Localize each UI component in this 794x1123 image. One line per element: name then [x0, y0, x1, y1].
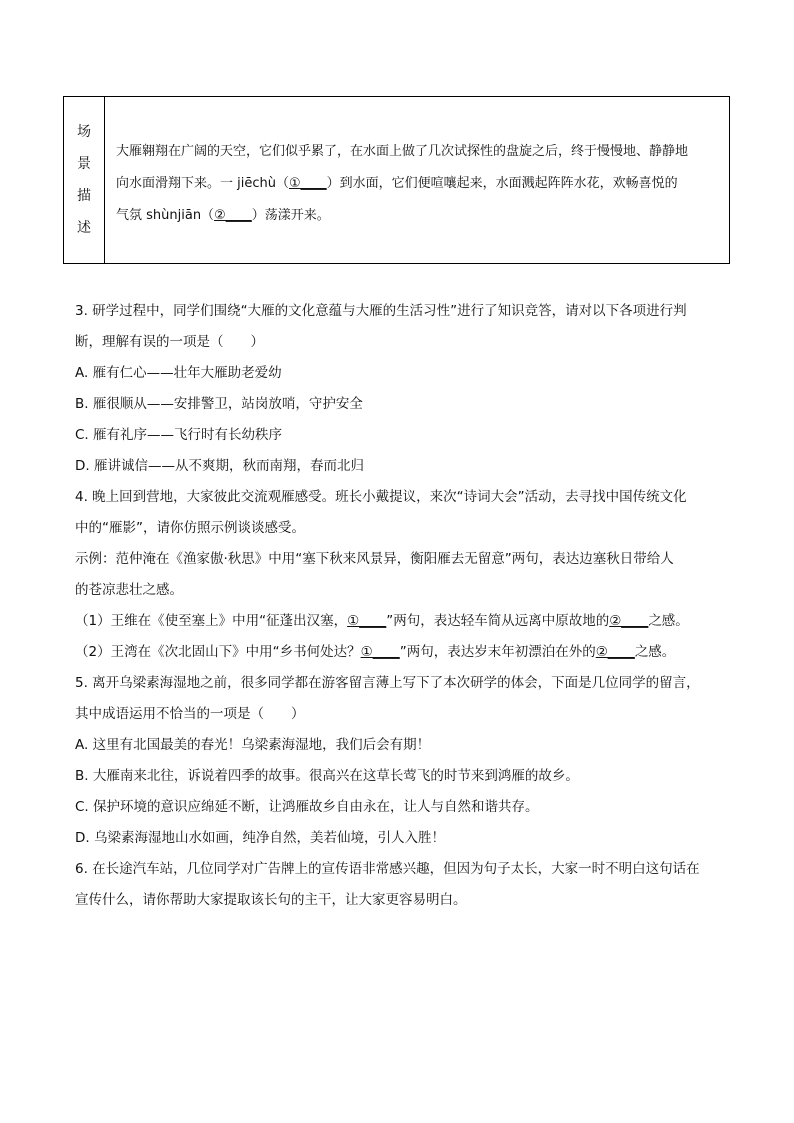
sub-question-2	[75, 637, 725, 668]
scene-text-cell	[105, 97, 729, 263]
question-stem: 中的“雁影”，请你仿照示例谈谈感受。	[75, 520, 305, 536]
answer-blank[interactable]: ①____	[288, 176, 327, 191]
scene-line	[116, 168, 721, 200]
question-stem: 4. 晚上回到营地，大家彼此交流观雁感受。班长小戴提议，来次“诗词大会”活动，去寻找中国传统文化	[75, 489, 687, 505]
scene-label-char: 述	[77, 220, 91, 236]
example-text: 示例：范仲淹在《渔家傲·秋思》中用“塞下秋来风景异，衡阳雁去无留意”两句，表达边塞秋日带给人	[75, 551, 674, 567]
question-5	[75, 668, 725, 854]
example-text: 的苍凉悲壮之感。	[75, 582, 183, 598]
scene-label-cell	[64, 97, 105, 263]
question-stem: 其中成语运用不恰当的一项是（ ）	[75, 706, 305, 722]
question-stem: 断，理解有误的一项是（ ）	[75, 334, 264, 350]
answer-blank[interactable]: ②____	[609, 613, 649, 629]
scene-description-table	[63, 96, 730, 264]
question-3	[75, 296, 725, 482]
option-a[interactable]: A. 这里有北国最美的春光！乌梁素海湿地，我们后会有期！	[75, 737, 431, 753]
answer-blank[interactable]: ①____	[347, 613, 387, 629]
scene-label-char: 场	[77, 124, 91, 140]
sub-text: ”两句，表达岁末年初漂泊在外的	[399, 644, 596, 660]
question-stem: 5. 离开乌梁素海湿地之前，很多同学都在游客留言薄上写下了本次研学的体会，下面是几位同学的留言，	[75, 675, 700, 691]
option-d[interactable]: D. 乌梁素海湿地山水如画，纯净自然，美若仙境，引人入胜！	[75, 830, 445, 846]
answer-blank[interactable]: ①____	[360, 644, 400, 660]
scene-text: ）到水面，它们便喧嚷起来，水面溅起阵阵水花，欢畅喜悦的	[326, 176, 678, 191]
option-d[interactable]: D. 雁讲诚信——从不爽期，秋而南翔，春而北归	[75, 458, 364, 474]
question-6	[75, 854, 725, 916]
question-4	[75, 482, 725, 668]
question-stem: 3. 研学过程中，同学们围绕“大雁的文化意蕴与大雁的生活习性”进行了知识竞答，请对以下各项进行判	[75, 303, 687, 319]
option-b[interactable]: B. 雁很顺从——安排警卫，站岗放哨，守护安全	[75, 396, 363, 412]
scene-text: 大雁翱翔在广阔的天空，它们似乎累了，在水面上做了几次试探性的盘旋之后，终于慢慢地、静静地	[116, 144, 689, 159]
scene-label-char: 描	[77, 188, 91, 204]
scene-label-char: 景	[77, 156, 91, 172]
sub-text: 之感。	[648, 613, 689, 629]
scene-line	[116, 136, 721, 168]
sub-text: （2）王湾在《次北固山下》中用“乡书何处达？	[75, 644, 361, 660]
sub-text: 之感。	[634, 644, 676, 660]
scene-text: ）荡漾开来。	[251, 208, 330, 223]
sub-text: （1）王维在《使至塞上》中用“征蓬出汉塞，	[75, 613, 348, 629]
option-c[interactable]: C. 保护环境的意识应绵延不断，让鸿雁故乡自由永在，让人与自然和谐共存。	[75, 799, 539, 815]
sub-text: ”两句，表达轻车简从远离中原故地的	[386, 613, 610, 629]
scene-text: 气氛 shùnjiān（	[116, 208, 215, 223]
answer-blank[interactable]: ②____	[595, 644, 635, 660]
sub-question-1	[75, 606, 725, 637]
option-b[interactable]: B. 大雁南来北往，诉说着四季的故事。很高兴在这草长莺飞的时节来到鸿雁的故乡。	[75, 768, 579, 784]
option-a[interactable]: A. 雁有仁心——壮年大雁助老爱幼	[75, 365, 282, 381]
question-stem: 宣传什么，请你帮助大家提取该长句的主干，让大家更容易明白。	[75, 892, 467, 908]
option-c[interactable]: C. 雁有礼序——飞行时有长幼秩序	[75, 427, 283, 443]
answer-blank[interactable]: ②____	[214, 208, 252, 223]
question-stem: 6. 在长途汽车站，几位同学对广告牌上的宣传语非常感兴趣，但因为句子太长，大家一时不明白这句话在	[75, 861, 700, 877]
scene-line	[116, 200, 721, 232]
scene-text: 向水面滑翔下来。一 jiēchù（	[116, 176, 289, 191]
